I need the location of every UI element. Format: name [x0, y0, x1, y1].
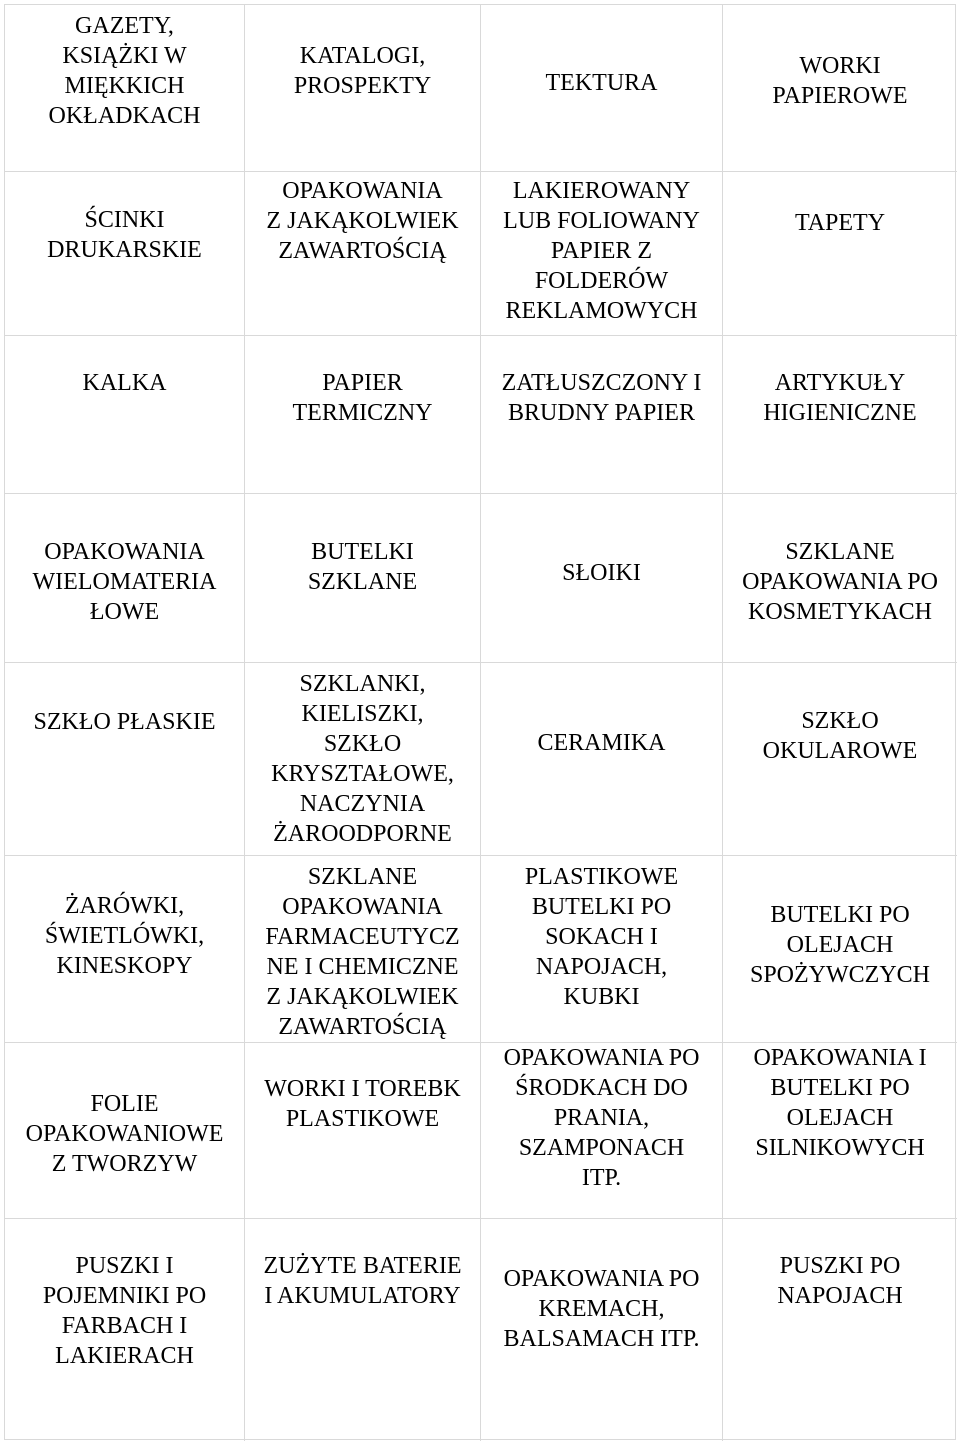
grid-cell [245, 172, 481, 336]
cell-label: TEKTURA [545, 70, 658, 96]
cell-label: ZATŁUSZCZONY I BRUDNY PAPIER [501, 370, 702, 426]
grid-cell [5, 1043, 245, 1219]
grid-cell [245, 494, 481, 663]
cell-label: SZKLANE OPAKOWANIA FARMACEUTYCZ NE I CHEMICZNE Z JAKĄKOLWIEK ZAWARTOŚCIĄ [265, 864, 460, 1040]
cell-label: SZKŁO OKULAROWE [762, 708, 918, 764]
cell-label: CERAMIKA [537, 730, 666, 756]
cell-label: TAPETY [794, 210, 886, 236]
cell-label: OPAKOWANIA PO ŚRODKACH DO PRANIA, SZAMPONACH ITP. [503, 1045, 700, 1191]
cell-label: GAZETY, KSIĄŻKI W MIĘKKICH OKŁADKACH [48, 13, 201, 129]
cell-label: KATALOGI, PROSPEKTY [293, 43, 432, 99]
cell-label: ŻARÓWKI, ŚWIETLÓWKI, KINESKOPY [44, 893, 205, 979]
grid-cell [5, 5, 245, 172]
grid-cell [5, 494, 245, 663]
cell-label: BUTELKI PO OLEJACH SPOŻYWCZYCH [749, 902, 930, 988]
cell-label: SZKLANE OPAKOWANIA PO KOSMETYKACH [742, 539, 938, 625]
grid-cell [723, 856, 957, 1043]
cell-label: OPAKOWANIA WIELOMATERIA ŁOWE [32, 539, 217, 625]
grid-cell [723, 336, 957, 494]
cell-label: SŁOIKI [562, 560, 641, 586]
grid-cell [481, 663, 723, 856]
grid-cell [723, 5, 957, 172]
grid-cell [5, 1219, 245, 1441]
cell-label: OPAKOWANIA I BUTELKI PO OLEJACH SILNIKOWYCH [753, 1045, 927, 1161]
grid-cell [5, 856, 245, 1043]
cell-label: ZUŻYTE BATERIE I AKUMULATORY [263, 1253, 462, 1309]
cell-label: OPAKOWANIA PO KREMACH, BALSAMACH ITP. [503, 1266, 700, 1352]
grid-cell [723, 663, 957, 856]
grid-cell [245, 663, 481, 856]
grid-cell [245, 336, 481, 494]
grid-cell [481, 1043, 723, 1219]
cell-label: SZKŁO PŁASKIE [33, 709, 216, 735]
grid-cell [481, 172, 723, 336]
grid-cell [723, 1219, 957, 1441]
grid-cell [723, 494, 957, 663]
cell-label: ARTYKUŁY HIGIENICZNE [763, 370, 917, 426]
cell-label: WORKI PAPIEROWE [772, 53, 908, 109]
cell-label: PUSZKI PO NAPOJACH [777, 1253, 903, 1309]
cell-label: PLASTIKOWE BUTELKI PO SOKACH I NAPOJACH, KUBKI [524, 864, 679, 1010]
grid-cell [723, 1043, 957, 1219]
cell-label: WORKI I TOREBK PLASTIKOWE [264, 1076, 461, 1132]
grid-cell [5, 172, 245, 336]
grid-cell [481, 1219, 723, 1441]
grid-cell [245, 1219, 481, 1441]
cell-label: OPAKOWANIA Z JAKĄKOLWIEK ZAWARTOŚCIĄ [266, 178, 459, 264]
grid-cell [481, 494, 723, 663]
grid-cell [481, 856, 723, 1043]
grid-cell [5, 663, 245, 856]
grid-cell [245, 1043, 481, 1219]
cell-label: PAPIER TERMICZNY [292, 370, 433, 426]
grid-cell [245, 856, 481, 1043]
waste-sorting-grid [4, 4, 956, 1440]
cell-label: SZKLANKI, KIELISZKI, SZKŁO KRYSZTAŁOWE, NACZYNIA ŻAROODPORNE [271, 671, 454, 847]
grid-cell [723, 172, 957, 336]
grid-cell [481, 336, 723, 494]
grid-cell [245, 5, 481, 172]
grid-cell [481, 5, 723, 172]
cell-label: PUSZKI I POJEMNIKI PO FARBACH I LAKIERACH [42, 1253, 207, 1369]
grid-cell [5, 336, 245, 494]
cell-label: BUTELKI SZKLANE [307, 539, 418, 595]
cell-label: LAKIEROWANY LUB FOLIOWANY PAPIER Z FOLDERÓW REKLAMOWYCH [503, 178, 700, 324]
cell-label: KALKA [82, 370, 167, 396]
cell-label: FOLIE OPAKOWANIOWE Z TWORZYW [25, 1091, 224, 1177]
cell-label: ŚCINKI DRUKARSKIE [47, 207, 202, 263]
